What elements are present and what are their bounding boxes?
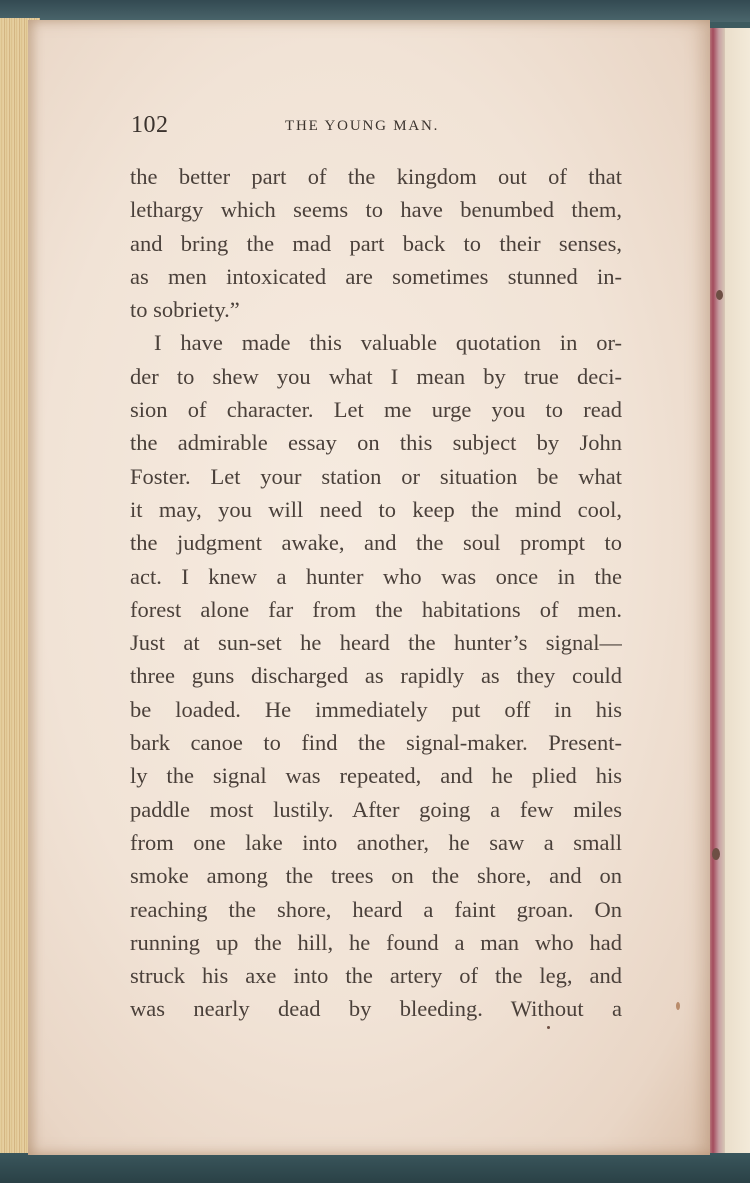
book-cover-top	[0, 0, 750, 22]
text-line: der to shew you what I mean by true deci-	[130, 363, 622, 389]
text-line: to sobriety.”	[130, 297, 240, 323]
text-line: ly the signal was repeated, and he plied his	[130, 763, 622, 789]
book-cover-bottom	[0, 1153, 750, 1183]
text-line: smoke among the trees on the shore, and on	[130, 863, 622, 889]
next-page-edge	[722, 28, 750, 1156]
text-line: struck his axe into the artery of the leg, and	[130, 963, 622, 989]
text-line: I have made this valuable quotation in or-	[154, 330, 622, 356]
text-line: reaching the shore, heard a faint groan. On	[130, 896, 622, 922]
text-line: it may, you will need to keep the mind cool,	[130, 496, 622, 522]
body-text	[130, 160, 622, 1026]
text-line: act. I knew a hunter who was once in the	[130, 563, 622, 589]
text-line: sion of character. Let me urge you to read	[130, 397, 622, 423]
text-line: lethargy which seems to have benumbed them,	[130, 197, 622, 223]
paper-speck	[716, 290, 723, 300]
text-line: as men intoxicated are sometimes stunned in-	[130, 263, 622, 289]
text-line: be loaded. He immediately put off in his	[130, 696, 622, 722]
text-line: the admirable essay on this subject by John	[130, 430, 622, 456]
text-line: running up the hill, he found a man who had	[130, 929, 622, 955]
text-line: paddle most lustily. After going a few miles	[130, 796, 622, 822]
text-line: from one lake into another, he saw a small	[130, 829, 622, 855]
paper-speck	[676, 1002, 680, 1010]
running-head: THE YOUNG MAN.	[285, 118, 440, 134]
paper-speck	[712, 848, 720, 860]
text-line: bark canoe to find the signal-maker. Present-	[130, 730, 622, 756]
text-line: the judgment awake, and the soul prompt to	[130, 530, 622, 556]
text-line: Just at sun-set he heard the hunter’s signal—	[130, 630, 622, 656]
page-header	[131, 112, 621, 142]
text-line: forest alone far from the habitations of men.	[130, 596, 622, 622]
text-line: was nearly dead by bleeding. Without a	[130, 996, 622, 1022]
page-number: 102	[131, 112, 169, 138]
text-line: and bring the mad part back to their senses,	[130, 230, 622, 256]
text-line: the better part of the kingdom out of that	[130, 164, 622, 189]
paper-speck	[547, 1026, 550, 1029]
text-line: Foster. Let your station or situation be what	[130, 463, 622, 489]
text-line: three guns discharged as rapidly as they could	[130, 663, 622, 689]
